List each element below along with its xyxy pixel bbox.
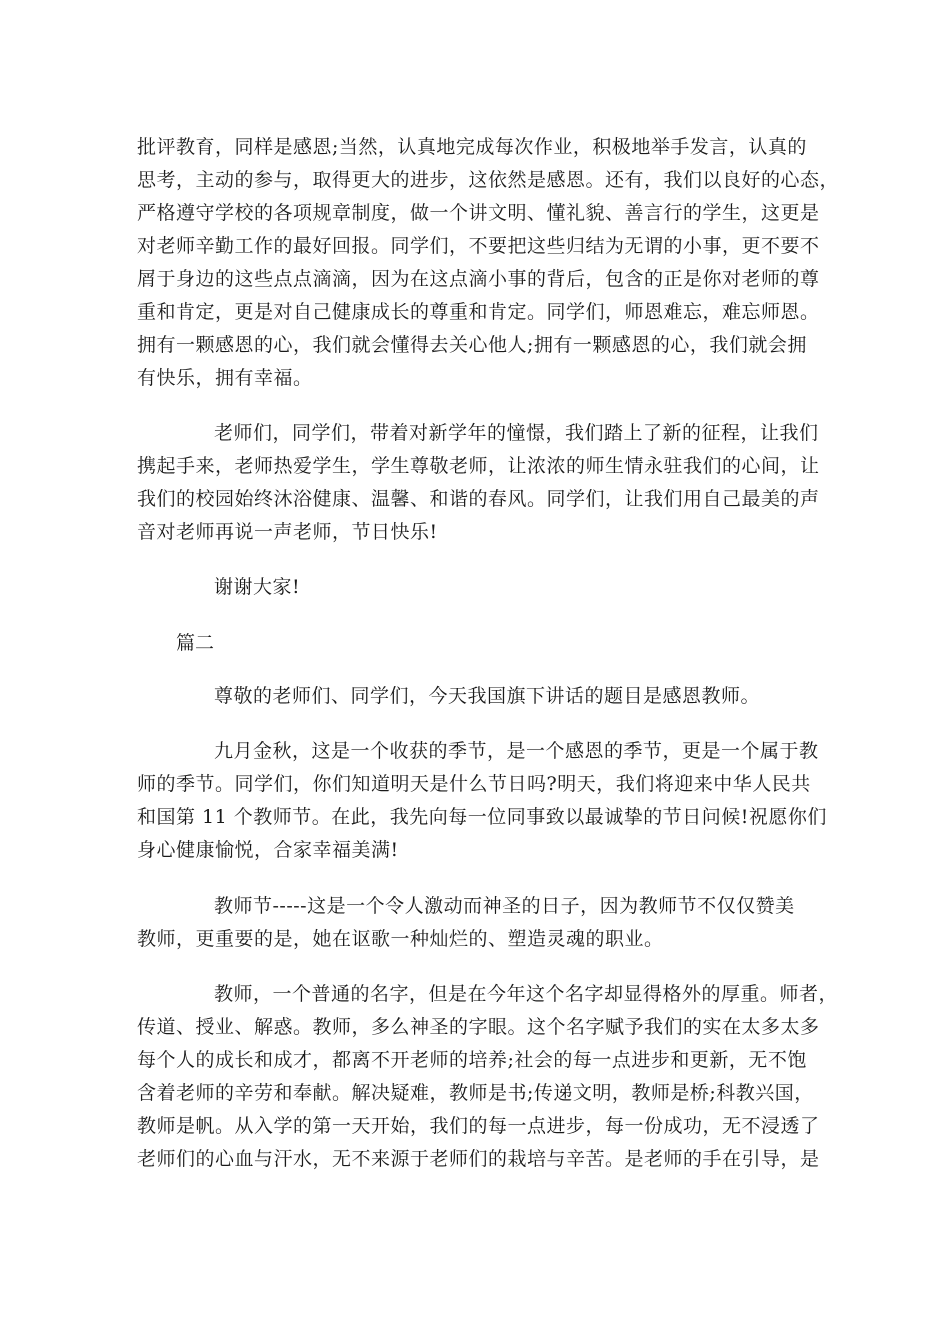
text-line: 教师是帆。从入学的第一天开始，我们的每一点进步，每一份成功，无不浸透了 — [137, 1115, 820, 1137]
paragraph-september — [137, 735, 827, 867]
text-line: 师的季节。同学们，你们知道明天是什么节日吗?明天，我们将迎来中华人民共 — [137, 773, 811, 795]
text-line: 老师们的心血与汗水，无不来源于老师们的栽培与辛苦。是老师的手在引导，是 — [137, 1148, 820, 1170]
text-line: 教师，一个普通的名字，但是在今年这个名字却显得格外的厚重。师者， — [214, 983, 839, 1005]
text-line: 尊敬的老师们、同学们，今天我国旗下讲话的题目是感恩教师。 — [214, 685, 761, 707]
text-line: 教师，更重要的是，她在讴歌一种灿烂的、塑造灵魂的职业。 — [137, 928, 664, 950]
paragraph-gratitude-actions — [137, 131, 840, 395]
text-line: 批评教育，同样是感恩;当然，认真地完成每次作业，积极地举手发言，认真的 — [137, 136, 807, 158]
text-line: 教师节-----这是一个令人激动而神圣的日子，因为教师节不仅仅赞美 — [214, 895, 795, 917]
paragraph-greeting — [137, 680, 827, 713]
text-line: 严格遵守学校的各项规章制度，做一个讲文明、懂礼貌、善言行的学生，这更是 — [137, 202, 820, 224]
paragraph-new-journey — [137, 417, 827, 549]
text-line: 屑于身边的这些点点滴滴，因为在这点滴小事的背后，包含的正是你对老师的尊 — [137, 268, 820, 290]
text-line: 老师们，同学们，带着对新学年的憧憬，我们踏上了新的征程，让我们 — [214, 422, 819, 444]
text-line: 九月金秋，这是一个收获的季节，是一个感恩的季节，更是一个属于教 — [214, 740, 819, 762]
text-line: 思考，主动的参与，取得更大的进步，这依然是感恩。还有，我们以良好的心态， — [137, 169, 840, 191]
paragraph-teachers-day — [137, 890, 827, 956]
paragraph-thanks — [137, 571, 827, 604]
text-line: 对老师辛勤工作的最好回报。同学们，不要把这些归结为无谓的小事，更不要不 — [137, 235, 820, 257]
text-line: 拥有一颗感恩的心，我们就会懂得去关心他人;拥有一颗感恩的心，我们就会拥 — [137, 334, 807, 356]
text-line: 我们的校园始终沐浴健康、温馨、和谐的春风。同学们，让我们用自己最美的声 — [137, 488, 820, 510]
text-line: 每个人的成长和成才，都离不开老师的培养;社会的每一点进步和更新，无不饱 — [137, 1049, 807, 1071]
text-line: 身心健康愉悦，合家幸福美满! — [137, 839, 399, 861]
paragraph-teacher-name — [137, 978, 839, 1176]
text-line: 和国第 11 个教师节。在此，我先向每一位同事致以最诚挚的节日问候!祝愿你们 — [137, 806, 827, 828]
text-line: 携起手来，老师热爱学生，学生尊敬老师，让浓浓的师生情永驻我们的心间，让 — [137, 455, 820, 477]
text-line: 谢谢大家! — [214, 576, 301, 598]
text-line: 有快乐，拥有幸福。 — [137, 367, 313, 389]
text-line: 含着老师的辛劳和奉献。解决疑难，教师是书;传递文明，教师是桥;科教兴国， — [137, 1082, 814, 1104]
text-line: 音对老师再说一声老师，节日快乐! — [137, 521, 438, 543]
text-line: 重和肯定，更是对自己健康成长的尊重和肯定。同学们，师恩难忘，难忘师恩。 — [137, 301, 820, 323]
text-line: 传道、授业、解惑。教师，多么神圣的字眼。这个名字赋予我们的实在太多太多 — [137, 1016, 820, 1038]
section-heading: 篇二 — [176, 632, 215, 654]
